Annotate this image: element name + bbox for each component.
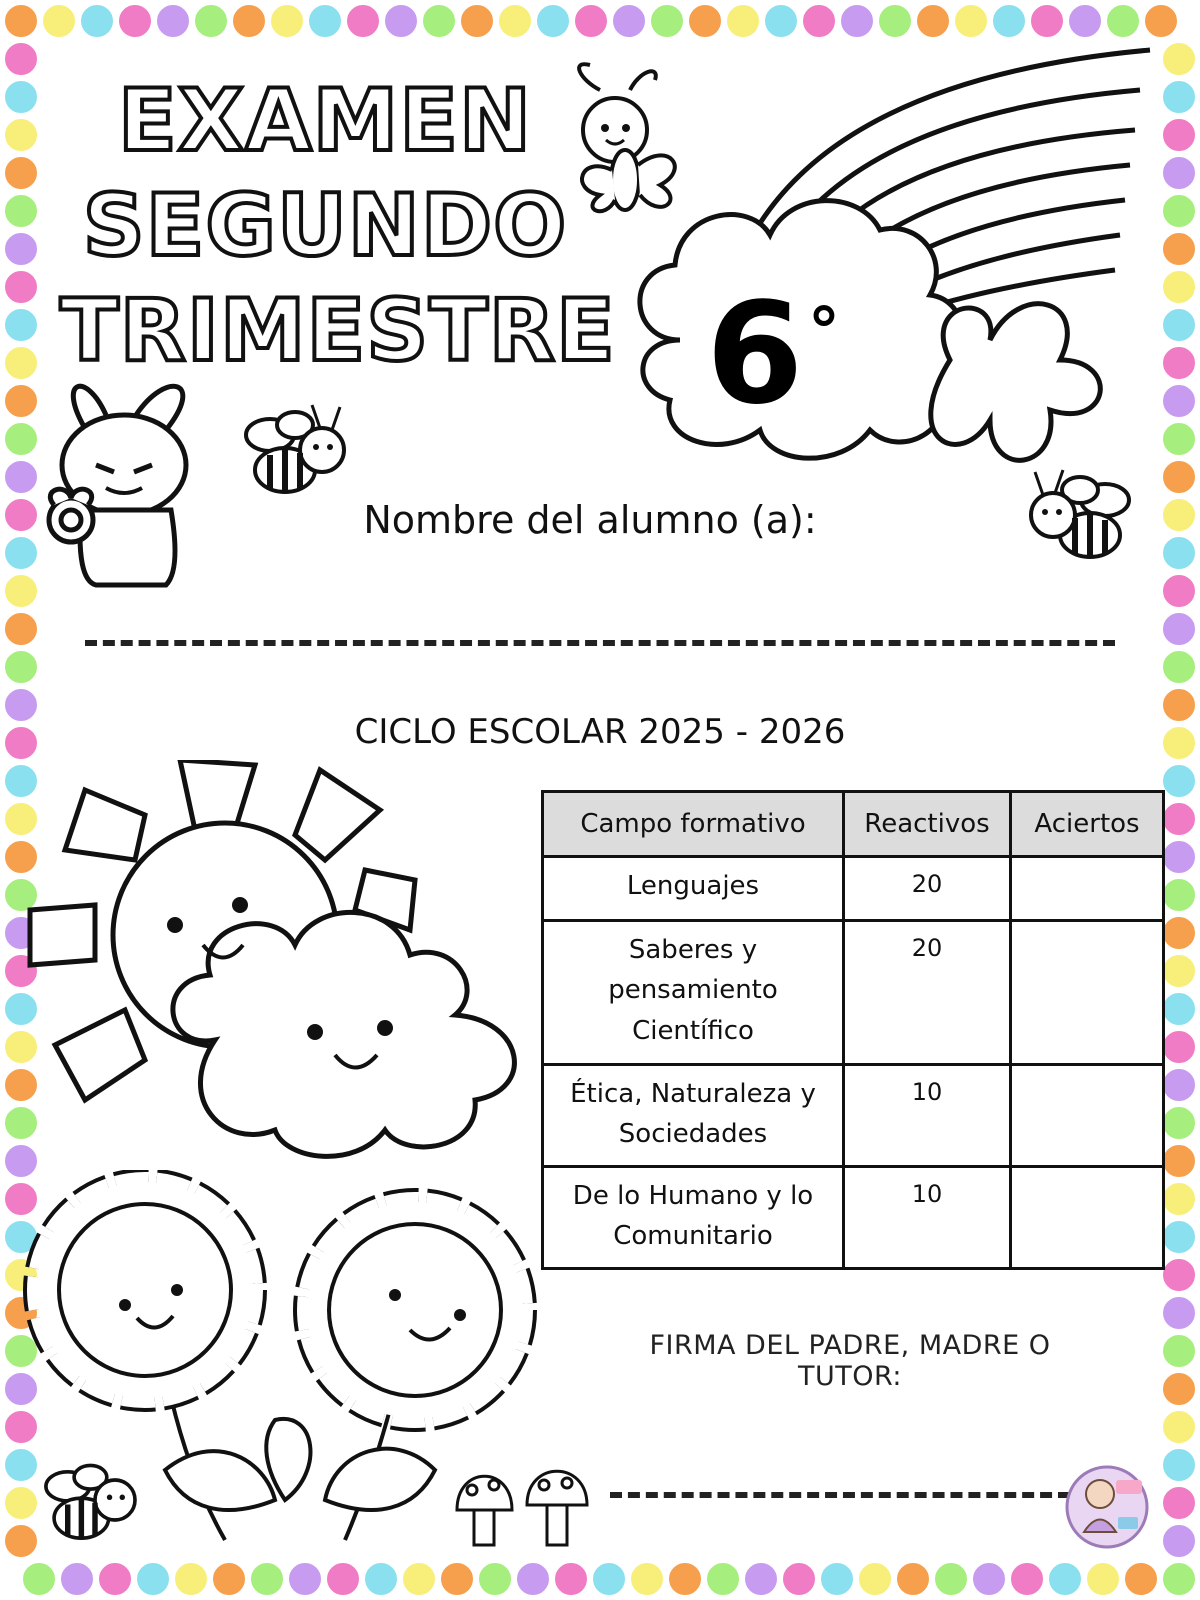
border-dot (1124, 1562, 1158, 1596)
border-dot (1106, 4, 1140, 38)
border-dot (668, 1562, 702, 1596)
border-dot (156, 4, 190, 38)
border-dot (1162, 916, 1196, 950)
campo-cell: Lenguajes (543, 857, 844, 921)
border-dot (630, 1562, 664, 1596)
grade-degree-mark: ° (808, 295, 840, 369)
border-dot (1162, 992, 1196, 1026)
border-dot (478, 1562, 512, 1596)
border-dot (592, 1562, 626, 1596)
border-dot (916, 4, 950, 38)
border-dot (1048, 1562, 1082, 1596)
border-dot (174, 1562, 208, 1596)
border-dot (688, 4, 722, 38)
title-line-1: EXAMEN (118, 71, 532, 171)
border-dot (1162, 498, 1196, 532)
border-dot (364, 1562, 398, 1596)
table-row (543, 921, 1164, 1065)
border-dot (1162, 1068, 1196, 1102)
border-dot (98, 1562, 132, 1596)
header-aciertos: Aciertos (1011, 792, 1164, 857)
border-dot (1162, 384, 1196, 418)
border-dot (1162, 1144, 1196, 1178)
border-dot (308, 4, 342, 38)
border-dot (1162, 42, 1196, 76)
border-dot (4, 232, 38, 266)
border-dot (726, 4, 760, 38)
campo-cell: Ética, Naturaleza y Sociedades (543, 1065, 844, 1167)
border-dot (4, 308, 38, 342)
school-cycle: CICLO ESCOLAR 2025 - 2026 (354, 712, 846, 752)
border-dot (4, 194, 38, 228)
border-dot (1162, 764, 1196, 798)
border-dot (212, 1562, 246, 1596)
border-dot (4, 4, 38, 38)
table-row (543, 1167, 1164, 1269)
border-dot (1162, 1486, 1196, 1520)
border-dot (650, 4, 684, 38)
border-dot (4, 574, 38, 608)
border-dot (536, 4, 570, 38)
border-dot (250, 1562, 284, 1596)
title-line-3: TRIMESTRE (60, 281, 616, 381)
border-dot (4, 42, 38, 76)
border-dot (326, 1562, 360, 1596)
table-row (543, 857, 1164, 921)
border-dot (1162, 308, 1196, 342)
border-dot (22, 1562, 56, 1596)
border-dot (574, 4, 608, 38)
border-dot (1162, 612, 1196, 646)
border-dot (1086, 1562, 1120, 1596)
border-dot (1162, 1220, 1196, 1254)
border-dot (764, 4, 798, 38)
border-dot (1162, 726, 1196, 760)
border-dot (1162, 460, 1196, 494)
border-dot (194, 4, 228, 38)
border-dot (270, 4, 304, 38)
border-dot (4, 498, 38, 532)
border-dot (42, 4, 76, 38)
border-dot (1162, 574, 1196, 608)
border-dot (80, 4, 114, 38)
border-dot (1162, 1296, 1196, 1330)
border-dot (4, 118, 38, 152)
border-dot (516, 1562, 550, 1596)
border-dot (346, 4, 380, 38)
border-dot (1162, 1524, 1196, 1558)
aciertos-cell[interactable] (1011, 1065, 1164, 1167)
table-header-row (543, 792, 1164, 857)
border-dot (858, 1562, 892, 1596)
publisher-logo (1064, 1462, 1150, 1552)
rainbow-cloud-illustration (620, 40, 1160, 510)
border-dot (1144, 4, 1178, 38)
campo-cell: Saberes y pensamiento Científico (543, 921, 844, 1065)
border-dot (896, 1562, 930, 1596)
border-dot (1162, 878, 1196, 912)
reactivos-cell: 10 (844, 1065, 1011, 1167)
header-reactivos: Reactivos (844, 792, 1011, 857)
border-dot (440, 1562, 474, 1596)
border-dot (1162, 1448, 1196, 1482)
border-dot (954, 4, 988, 38)
border-dot (232, 4, 266, 38)
table-row (543, 1065, 1164, 1167)
border-dot (820, 1562, 854, 1596)
aciertos-cell[interactable] (1011, 857, 1164, 921)
border-dot (118, 4, 152, 38)
border-dot (1162, 156, 1196, 190)
reactivos-cell: 20 (844, 921, 1011, 1065)
border-dot (384, 4, 418, 38)
sun-cloud-illustration (25, 760, 555, 1160)
border-dot (1010, 1562, 1044, 1596)
border-dot (972, 1562, 1006, 1596)
border-dot (992, 4, 1026, 38)
border-dot (4, 422, 38, 456)
student-name-line[interactable] (85, 640, 1115, 646)
border-dot (878, 4, 912, 38)
student-name-label: Nombre del alumno (a): (363, 498, 817, 542)
grade-number: 6 (706, 273, 804, 436)
title-line-2: SEGUNDO (82, 176, 568, 276)
border-dot (1162, 194, 1196, 228)
border-dot (1162, 422, 1196, 456)
border-dot (1162, 536, 1196, 570)
border-dot (4, 536, 38, 570)
border-dot (1162, 688, 1196, 722)
border-dot (1162, 1562, 1196, 1596)
border-dot (4, 460, 38, 494)
border-dot (4, 346, 38, 380)
bunny-illustration (36, 370, 216, 600)
border-dot (1030, 4, 1064, 38)
border-dot (498, 4, 532, 38)
border-dot (840, 4, 874, 38)
border-dot (1162, 118, 1196, 152)
border-dot (1162, 1030, 1196, 1064)
border-dot (402, 1562, 436, 1596)
border-dot (1162, 270, 1196, 304)
border-dot (1162, 1334, 1196, 1368)
border-dot (422, 4, 456, 38)
border-dot (1162, 1182, 1196, 1216)
border-dot (782, 1562, 816, 1596)
border-dot (1162, 650, 1196, 684)
reactivos-cell: 10 (844, 1167, 1011, 1269)
border-dot (4, 80, 38, 114)
campo-cell: De lo Humano y lo Comunitario (543, 1167, 844, 1269)
border-dot (1162, 80, 1196, 114)
border-dot (1162, 1410, 1196, 1444)
signature-label: FIRMA DEL PADRE, MADRE O TUTOR: (649, 1330, 1051, 1392)
border-dot (802, 4, 836, 38)
butterfly-illustration (560, 60, 690, 220)
border-dot (4, 688, 38, 722)
border-dot (1162, 1258, 1196, 1292)
border-dot (1162, 232, 1196, 266)
border-dot (136, 1562, 170, 1596)
border-dot (706, 1562, 740, 1596)
border-dot (1162, 802, 1196, 836)
header-campo-formativo: Campo formativo (543, 792, 844, 857)
border-dot (744, 1562, 778, 1596)
border-dot (4, 726, 38, 760)
border-dot (1162, 1372, 1196, 1406)
border-dot (4, 156, 38, 190)
border-dot (60, 1562, 94, 1596)
mushrooms-illustration (452, 1455, 592, 1555)
border-dot (4, 270, 38, 304)
border-dot (1162, 1106, 1196, 1140)
reactivos-cell: 20 (844, 857, 1011, 921)
border-dot (612, 4, 646, 38)
border-dot (554, 1562, 588, 1596)
border-dot (934, 1562, 968, 1596)
bee-illustration-left (240, 395, 360, 505)
signature-line[interactable] (610, 1492, 1070, 1498)
border-dot (1162, 954, 1196, 988)
border-dot (1068, 4, 1102, 38)
border-dot (4, 384, 38, 418)
bee-illustration-right (1015, 460, 1135, 570)
aciertos-cell[interactable] (1011, 921, 1164, 1065)
border-dot (4, 612, 38, 646)
border-dot (460, 4, 494, 38)
border-dot (288, 1562, 322, 1596)
aciertos-cell[interactable] (1011, 1167, 1164, 1269)
score-table (541, 790, 1165, 1270)
border-dot (1162, 840, 1196, 874)
border-dot (4, 650, 38, 684)
border-dot (1162, 346, 1196, 380)
